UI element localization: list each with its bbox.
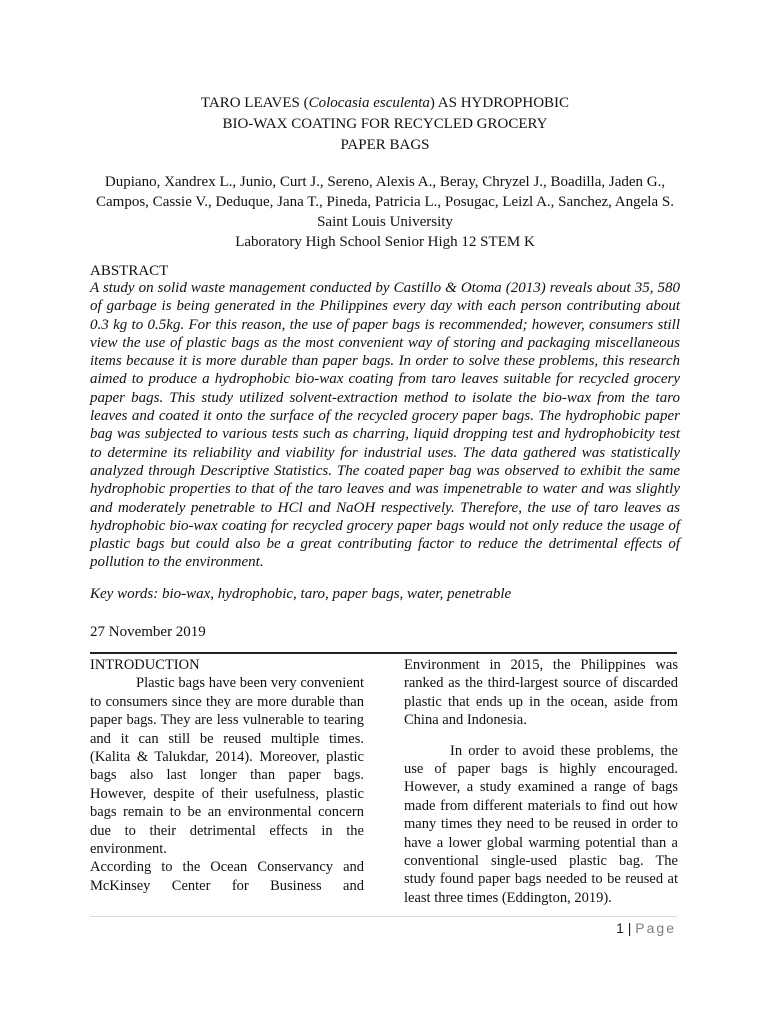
intro-paragraph-2: According to the Ocean Conservancy and McKinsey Center for Business and: [90, 859, 364, 894]
abstract-heading: ABSTRACT: [90, 263, 169, 279]
footer-divider: [90, 916, 677, 917]
paper-title: [90, 93, 680, 156]
page-number: 1: [616, 920, 624, 936]
section-divider: [90, 652, 677, 654]
institution: Saint Louis University: [317, 214, 453, 230]
keywords: Key words: bio-wax, hydrophobic, taro, paper bags, water, penetrable: [90, 586, 512, 602]
left-column: [90, 656, 364, 895]
department: Laboratory High School Senior High 12 STEM K: [235, 234, 535, 250]
title-line-3: PAPER BAGS: [340, 137, 430, 153]
scientific-name: Colocasia esculenta: [308, 95, 430, 111]
authors-line-1: Dupiano, Xandrex L., Junio, Curt J., Sereno, Alexis A., Beray, Chryzel J., Boadilla, Jaden G.,: [104, 174, 666, 190]
right-column: [404, 656, 678, 907]
intro-paragraph-3: Environment in 2015, the Philippines was ranked as the third-largest source of discarded plastic that ends up in the ocean, aside from China and Indonesia.: [404, 657, 678, 729]
page-label: Page: [635, 920, 676, 936]
abstract-body: A study on solid waste management conducted by Castillo & Otoma (2013) reveals about 35, 580 of garbage is being generated in the Philippines every day with each person contributing about 0.3 kg to 0.5kg. For this reason, the use of paper bags is recommended; however, consumers still view the use of plastic bags as the most convenient way of storing and packaging miscellaneous items because it is more durable than paper bags. In order to solve these problems, this research aimed to produce a hydrophobic bio-wax coating from taro leaves suitable for recycled grocery paper bags. This study utilized solvent-extraction method to isolate the bio-wax from the taro leaves and coated it onto the surface of the recycled grocery paper bags. The hydrophobic paper bag was subjected to various tests such as charring, liquid dropping test and hydrophobicity test to determine its reliability and viability for industrial uses. The data gathered was statistically analyzed through Descriptive Statistics. The coated paper bag was observed to exhibit the same hydrophobic properties to that of the taro leaves and was impenetrable to water and was slightly and moderately penetrable to HCl and NaOH respectively. Therefore, the use of taro leaves as hydrophobic bio-wax coating for recycled grocery paper bags would not only reduce the usage of plastic bags but could also be a great contributing factor to reduce the detrimental effects of pollution to the environment.: [90, 280, 680, 571]
page-footer: [616, 918, 676, 938]
intro-paragraph-1: Plastic bags have been very convenient to consumers since they are more durable than paper bags. They are less vulnerable to tearing and it can still be reused multiple times. (Kalita & Talukdar, 2014). Moreover, plastic bags also last longer than paper bags. However, despite of their usefulness, plastic bags remain to be an environmental concern due to their detrimental effects in the environment.: [90, 675, 364, 858]
title-line-1: TARO LEAVES (Colocasia esculenta) AS HYDROPHOBIC: [200, 95, 570, 111]
author-block: [84, 172, 686, 252]
introduction-heading: INTRODUCTION: [90, 657, 200, 673]
authors-line-2: Campos, Cassie V., Deduque, Jana T., Pineda, Patricia L., Posugac, Leizl A., Sanchez, Angela S.: [96, 194, 674, 210]
publication-date: 27 November 2019: [90, 624, 206, 640]
intro-paragraph-4: In order to avoid these problems, the use of paper bags is highly encouraged. However, a study examined a range of bags made from different materials to find out how many times they need to be reused in order to have a lower global warming potential than a conventional single-used plastic bag. The study found paper bags needed to be reused at least three times (Eddington, 2019).: [404, 742, 678, 906]
footer-separator: |: [627, 920, 632, 936]
title-line-2: BIO-WAX COATING FOR RECYCLED GROCERY: [222, 116, 548, 132]
